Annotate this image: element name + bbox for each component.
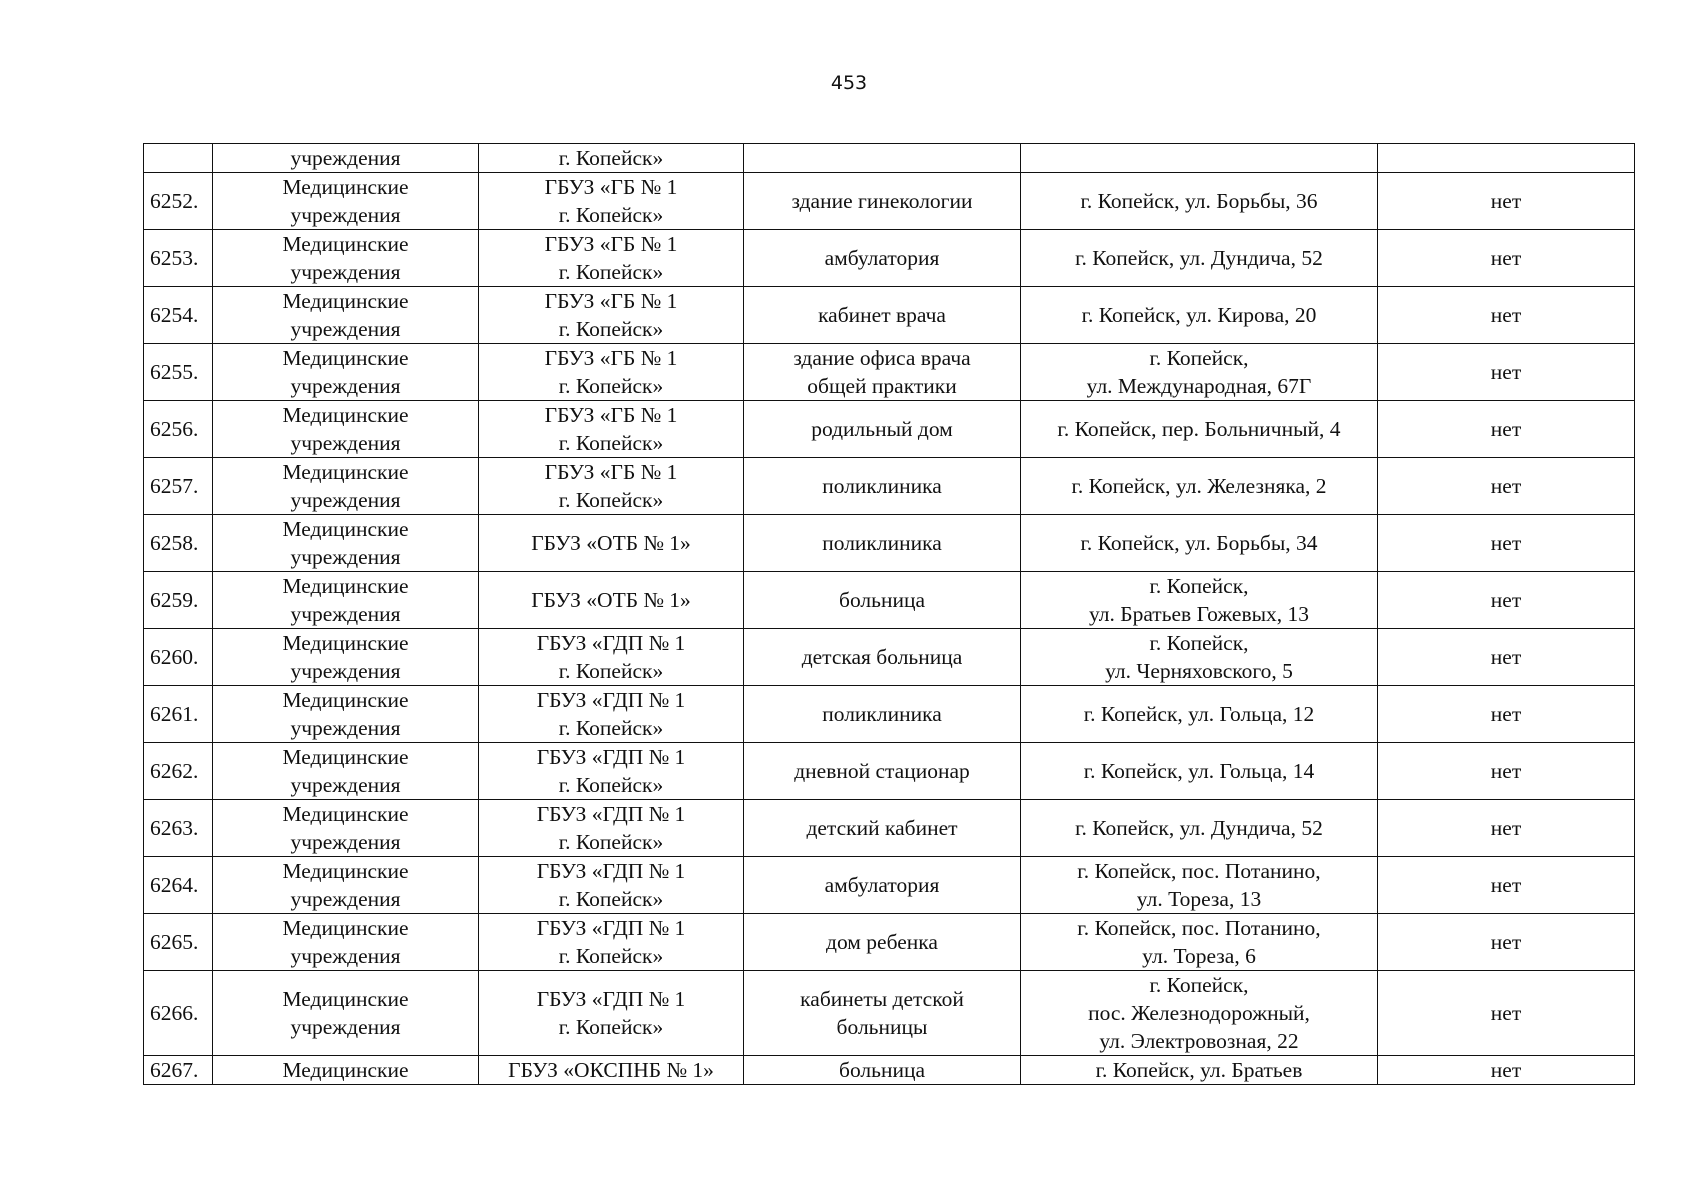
category-cell — [213, 144, 479, 173]
object-cell-line: общей практики — [807, 374, 957, 398]
organization-cell-line: ГБУЗ «ОКСПНБ № 1» — [508, 1058, 714, 1082]
category-cell-line: учреждения — [290, 830, 401, 854]
object-cell — [744, 743, 1021, 800]
row-number-cell: 6256. — [144, 401, 213, 458]
category-cell-line: Медицинские — [282, 1058, 409, 1082]
organization-cell — [479, 743, 744, 800]
table-row — [144, 572, 1635, 629]
category-cell-line: учреждения — [290, 1015, 401, 1039]
organization-cell-line: г. Копейск» — [558, 1015, 664, 1039]
row-number-cell: 6258. — [144, 515, 213, 572]
address-cell-line: г. Копейск, — [1149, 574, 1249, 598]
row-number-cell: 6254. — [144, 287, 213, 344]
address-cell-line: г. Копейск, — [1149, 631, 1249, 655]
row-number-cell: 6266. — [144, 971, 213, 1056]
address-cell — [1021, 914, 1378, 971]
object-cell — [744, 344, 1021, 401]
organization-cell — [479, 1056, 744, 1085]
category-cell-line: учреждения — [290, 431, 401, 455]
organization-cell — [479, 401, 744, 458]
row-number-cell: 6252. — [144, 173, 213, 230]
table-row — [144, 401, 1635, 458]
address-cell-line: г. Копейск, пер. Больничный, 4 — [1057, 417, 1341, 441]
object-cell-line: дневной стационар — [794, 759, 970, 783]
category-cell-line: Медицинские — [282, 232, 409, 256]
address-cell-line: г. Копейск, пос. Потанино, — [1077, 859, 1321, 883]
category-cell-line: Медицинские — [282, 631, 409, 655]
category-cell-line: Медицинские — [282, 802, 409, 826]
organization-cell-line: г. Копейск» — [558, 830, 664, 854]
organization-cell-line: ГБУЗ «ГДП № 1 — [536, 802, 686, 826]
registry-table — [143, 143, 1635, 1085]
organization-cell-line: г. Копейск» — [558, 374, 664, 398]
address-cell-line: г. Копейск, — [1149, 346, 1249, 370]
address-cell — [1021, 857, 1378, 914]
organization-cell — [479, 914, 744, 971]
object-cell-line: больницы — [836, 1015, 928, 1039]
organization-cell-line: г. Копейск» — [558, 431, 664, 455]
category-cell-line: Медицинские — [282, 289, 409, 313]
category-cell-line: Медицинские — [282, 745, 409, 769]
category-cell — [213, 458, 479, 515]
address-cell-line: г. Копейск, — [1149, 973, 1249, 997]
address-cell — [1021, 344, 1378, 401]
row-number-cell: 6262. — [144, 743, 213, 800]
object-cell-line: здание гинекологии — [791, 189, 973, 213]
address-cell — [1021, 287, 1378, 344]
organization-cell — [479, 572, 744, 629]
category-cell — [213, 401, 479, 458]
category-cell-line: Медицинские — [282, 859, 409, 883]
object-cell — [744, 800, 1021, 857]
category-cell — [213, 971, 479, 1056]
category-cell-line: Медицинские — [282, 403, 409, 427]
category-cell-line: учреждения — [290, 146, 401, 170]
organization-cell-line: г. Копейск» — [558, 716, 664, 740]
category-cell — [213, 572, 479, 629]
table-row — [144, 629, 1635, 686]
object-cell-line: амбулатория — [824, 246, 940, 270]
row-number-cell: 6260. — [144, 629, 213, 686]
organization-cell-line: г. Копейск» — [558, 317, 664, 341]
table-row — [144, 230, 1635, 287]
organization-cell-line: ГБУЗ «ГДП № 1 — [536, 916, 686, 940]
organization-cell-line: г. Копейск» — [558, 944, 664, 968]
organization-cell-line: г. Копейск» — [558, 659, 664, 683]
category-cell-line: учреждения — [290, 260, 401, 284]
object-cell — [744, 173, 1021, 230]
address-cell — [1021, 230, 1378, 287]
organization-cell-line: ГБУЗ «ГБ № 1 — [544, 232, 678, 256]
category-cell-line: учреждения — [290, 317, 401, 341]
organization-cell-line: ГБУЗ «ОТБ № 1» — [531, 588, 691, 612]
organization-cell — [479, 173, 744, 230]
table-row — [144, 743, 1635, 800]
object-cell-line: родильный дом — [811, 417, 953, 441]
address-cell-line: г. Копейск, ул. Кирова, 20 — [1081, 303, 1317, 327]
flag-cell: нет — [1378, 230, 1635, 287]
table-row — [144, 914, 1635, 971]
address-cell-line: ул. Черняховского, 5 — [1105, 659, 1293, 683]
organization-cell — [479, 144, 744, 173]
organization-cell — [479, 857, 744, 914]
address-cell — [1021, 515, 1378, 572]
flag-cell: нет — [1378, 458, 1635, 515]
registry-table-body — [144, 144, 1635, 1085]
object-cell-line: кабинет врача — [818, 303, 946, 327]
flag-cell: нет — [1378, 515, 1635, 572]
table-row — [144, 287, 1635, 344]
category-cell-line: учреждения — [290, 374, 401, 398]
address-cell-line: г. Копейск, ул. Дундича, 52 — [1075, 246, 1323, 270]
object-cell — [744, 515, 1021, 572]
address-cell-line: г. Копейск, ул. Гольца, 14 — [1083, 759, 1315, 783]
category-cell-line: Медицинские — [282, 460, 409, 484]
organization-cell-line: г. Копейск» — [558, 887, 664, 911]
flag-cell — [1378, 144, 1635, 173]
flag-cell: нет — [1378, 914, 1635, 971]
organization-cell — [479, 344, 744, 401]
object-cell — [744, 144, 1021, 173]
row-number-cell: 6257. — [144, 458, 213, 515]
organization-cell-line: ГБУЗ «ГБ № 1 — [544, 346, 678, 370]
category-cell-line: учреждения — [290, 773, 401, 797]
category-cell-line: учреждения — [290, 488, 401, 512]
address-cell-line: г. Копейск, ул. Братьев — [1095, 1058, 1303, 1082]
organization-cell — [479, 971, 744, 1056]
address-cell — [1021, 1056, 1378, 1085]
category-cell-line: Медицинские — [282, 987, 409, 1011]
row-number-cell: 6263. — [144, 800, 213, 857]
object-cell — [744, 230, 1021, 287]
category-cell-line: Медицинские — [282, 517, 409, 541]
object-cell-line: больница — [839, 1058, 925, 1082]
category-cell-line: учреждения — [290, 602, 401, 626]
object-cell — [744, 401, 1021, 458]
object-cell-line: детская больница — [801, 645, 963, 669]
address-cell — [1021, 743, 1378, 800]
address-cell-line: ул. Тореза, 6 — [1142, 944, 1256, 968]
category-cell — [213, 344, 479, 401]
table-row — [144, 458, 1635, 515]
object-cell — [744, 857, 1021, 914]
object-cell-line: дом ребенка — [826, 930, 938, 954]
category-cell-line: учреждения — [290, 716, 401, 740]
object-cell — [744, 572, 1021, 629]
category-cell-line: учреждения — [290, 887, 401, 911]
category-cell-line: учреждения — [290, 545, 401, 569]
address-cell — [1021, 458, 1378, 515]
organization-cell-line: г. Копейск» — [558, 260, 664, 284]
address-cell-line: г. Копейск, пос. Потанино, — [1077, 916, 1321, 940]
table-row — [144, 800, 1635, 857]
flag-cell: нет — [1378, 971, 1635, 1056]
category-cell-line: Медицинские — [282, 574, 409, 598]
table-row — [144, 515, 1635, 572]
table-row — [144, 857, 1635, 914]
address-cell-line: пос. Железнодорожный, — [1088, 1001, 1310, 1025]
object-cell-line: больница — [839, 588, 925, 612]
table-row — [144, 173, 1635, 230]
organization-cell-line: г. Копейск» — [558, 203, 664, 227]
row-number-cell: 6261. — [144, 686, 213, 743]
address-cell-line: ул. Тореза, 13 — [1136, 887, 1262, 911]
page-number: 453 — [830, 72, 868, 94]
row-number-cell: 6255. — [144, 344, 213, 401]
table-row — [144, 971, 1635, 1056]
row-number-cell: 6259. — [144, 572, 213, 629]
object-cell-line: детский кабинет — [806, 816, 958, 840]
organization-cell — [479, 686, 744, 743]
object-cell-line: кабинеты детской — [800, 987, 964, 1011]
address-cell-line: ул. Электровозная, 22 — [1099, 1029, 1299, 1053]
category-cell — [213, 857, 479, 914]
table-row — [144, 344, 1635, 401]
object-cell — [744, 686, 1021, 743]
object-cell-line: амбулатория — [824, 873, 940, 897]
address-cell — [1021, 686, 1378, 743]
object-cell-line: поликлиника — [822, 531, 942, 555]
category-cell-line: учреждения — [290, 659, 401, 683]
flag-cell: нет — [1378, 344, 1635, 401]
object-cell-line: поликлиника — [822, 474, 942, 498]
object-cell-line: поликлиника — [822, 702, 942, 726]
category-cell — [213, 1056, 479, 1085]
category-cell — [213, 173, 479, 230]
address-cell-line: ул. Братьев Гожевых, 13 — [1088, 602, 1310, 626]
flag-cell: нет — [1378, 800, 1635, 857]
row-number-cell: 6265. — [144, 914, 213, 971]
row-number-cell: 6253. — [144, 230, 213, 287]
table-row — [144, 686, 1635, 743]
organization-cell-line: ГБУЗ «ГБ № 1 — [544, 460, 678, 484]
address-cell — [1021, 144, 1378, 173]
organization-cell — [479, 515, 744, 572]
object-cell — [744, 629, 1021, 686]
category-cell — [213, 686, 479, 743]
category-cell-line: Медицинские — [282, 346, 409, 370]
category-cell-line: Медицинские — [282, 688, 409, 712]
organization-cell-line: ГБУЗ «ГДП № 1 — [536, 859, 686, 883]
address-cell — [1021, 971, 1378, 1056]
organization-cell-line: ГБУЗ «ГДП № 1 — [536, 987, 686, 1011]
organization-cell-line: ГБУЗ «ГБ № 1 — [544, 175, 678, 199]
table-row — [144, 1056, 1635, 1085]
organization-cell-line: ГБУЗ «ГДП № 1 — [536, 688, 686, 712]
object-cell — [744, 1056, 1021, 1085]
category-cell — [213, 800, 479, 857]
address-cell-line: г. Копейск, ул. Борьбы, 34 — [1080, 531, 1318, 555]
category-cell — [213, 515, 479, 572]
object-cell — [744, 971, 1021, 1056]
organization-cell-line: ГБУЗ «ГБ № 1 — [544, 403, 678, 427]
row-number-cell: 6267. — [144, 1056, 213, 1085]
organization-cell — [479, 287, 744, 344]
category-cell — [213, 914, 479, 971]
address-cell — [1021, 173, 1378, 230]
address-cell-line: г. Копейск, ул. Гольца, 12 — [1083, 702, 1315, 726]
object-cell-line: здание офиса врача — [793, 346, 971, 370]
address-cell — [1021, 401, 1378, 458]
category-cell-line: Медицинские — [282, 916, 409, 940]
address-cell-line: г. Копейск, ул. Железняка, 2 — [1071, 474, 1327, 498]
organization-cell-line: ГБУЗ «ГДП № 1 — [536, 631, 686, 655]
category-cell — [213, 629, 479, 686]
address-cell-line: г. Копейск, ул. Борьбы, 36 — [1080, 189, 1318, 213]
row-number-cell — [144, 144, 213, 173]
category-cell-line: Медицинские — [282, 175, 409, 199]
flag-cell: нет — [1378, 287, 1635, 344]
address-cell-line: ул. Международная, 67Г — [1086, 374, 1312, 398]
organization-cell-line: ГБУЗ «ОТБ № 1» — [531, 531, 691, 555]
row-number-cell: 6264. — [144, 857, 213, 914]
category-cell — [213, 743, 479, 800]
table-row — [144, 144, 1635, 173]
organization-cell-line: г. Копейск» — [558, 773, 664, 797]
address-cell-line: г. Копейск, ул. Дундича, 52 — [1075, 816, 1323, 840]
flag-cell: нет — [1378, 401, 1635, 458]
object-cell — [744, 458, 1021, 515]
flag-cell: нет — [1378, 572, 1635, 629]
flag-cell: нет — [1378, 629, 1635, 686]
organization-cell — [479, 629, 744, 686]
organization-cell-line: ГБУЗ «ГБ № 1 — [544, 289, 678, 313]
organization-cell-line: г. Копейск» — [558, 488, 664, 512]
flag-cell: нет — [1378, 686, 1635, 743]
organization-cell-line: ГБУЗ «ГДП № 1 — [536, 745, 686, 769]
category-cell-line: учреждения — [290, 203, 401, 227]
organization-cell-line: г. Копейск» — [558, 146, 664, 170]
category-cell — [213, 230, 479, 287]
flag-cell: нет — [1378, 1056, 1635, 1085]
address-cell — [1021, 572, 1378, 629]
category-cell-line: учреждения — [290, 944, 401, 968]
flag-cell: нет — [1378, 173, 1635, 230]
address-cell — [1021, 629, 1378, 686]
organization-cell — [479, 800, 744, 857]
object-cell — [744, 287, 1021, 344]
flag-cell: нет — [1378, 743, 1635, 800]
object-cell — [744, 914, 1021, 971]
category-cell — [213, 287, 479, 344]
flag-cell: нет — [1378, 857, 1635, 914]
address-cell — [1021, 800, 1378, 857]
organization-cell — [479, 230, 744, 287]
organization-cell — [479, 458, 744, 515]
